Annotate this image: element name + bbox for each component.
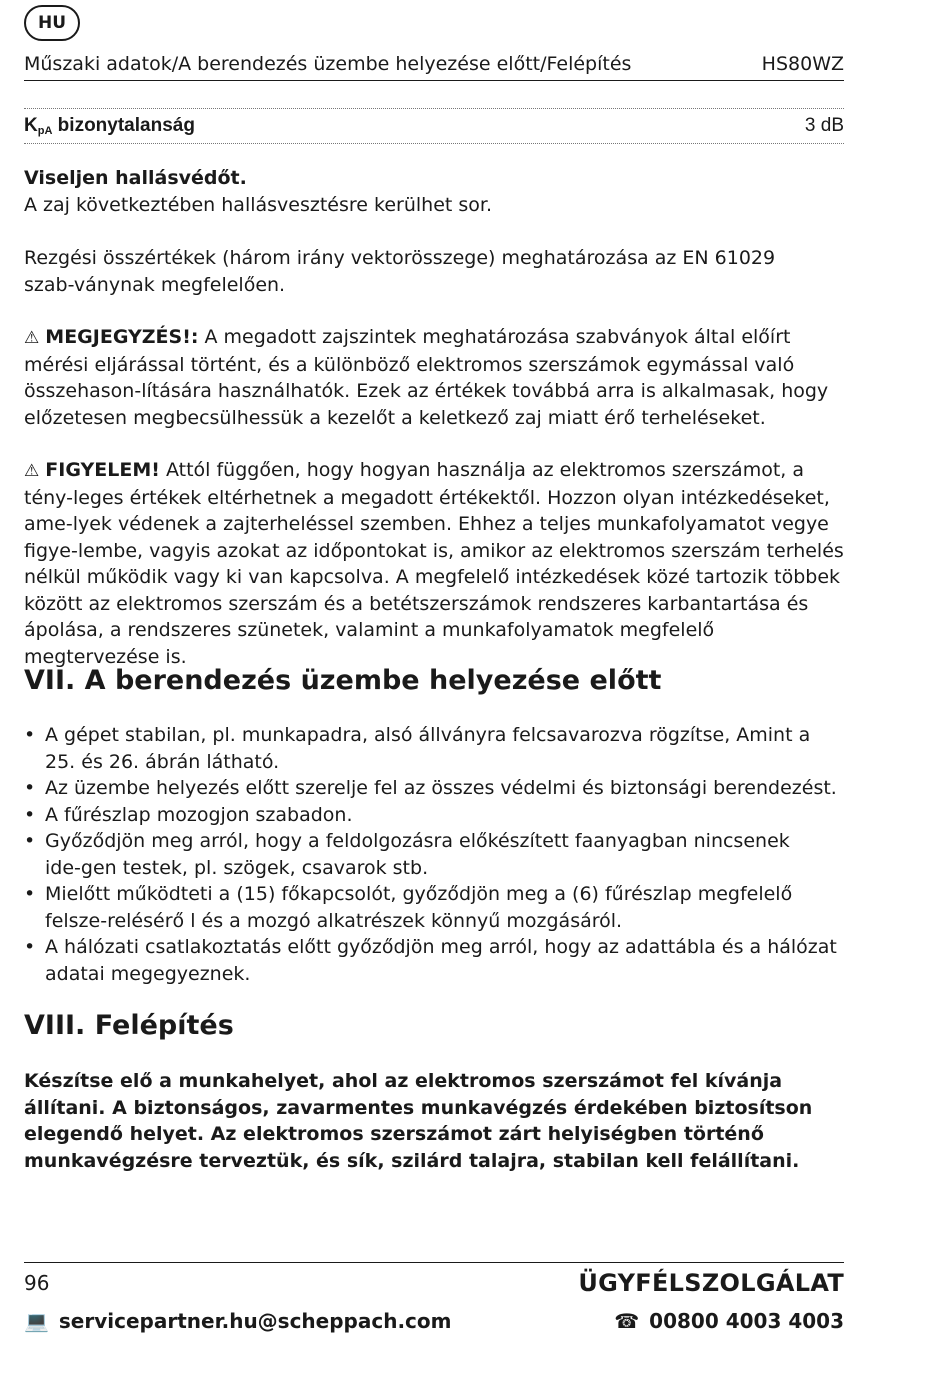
list-item: • Az üzembe helyezés előtt szerelje fel az összes védelmi és biztonsági berendezést. [24, 775, 846, 802]
email-text[interactable]: servicepartner.hu@scheppach.com [58, 1309, 452, 1333]
vibration-text: Rezgési összértékek (három irány vektorösszege) meghatározása az EN 61029 szab-ványnak megfelelően. [24, 247, 776, 296]
section-7-list [24, 722, 846, 987]
page-number: 96 [24, 1271, 50, 1295]
note-label: MEGJEGYZÉS!: [45, 326, 199, 348]
footer-divider [24, 1262, 844, 1263]
hearing-text: A zaj következtében hallásvesztésre kerülhet sor. [24, 193, 493, 216]
attention-text: Attól függően, hogy hogyan használja az elektromos szerszámot, a tény-leges értékek eltérhetnek a megadott értékektől. Hozzon olyan intézkedéseket, ame-lyek védenek a zajterheléssel szemben. Ehhez a teljes munkafolyamatot vegye figye-lembe, vagyis azokat az időpontokat is, amikor az elektromos szerszám terhelés nélkül működik vagy ki van kapcsolva. A megfelelő intézkedések közé tartozik többek között az elektromos szerszám és a betétszerszámok rendszeres karbantartása és ápolása, a rendszeres szünetek, valamint a munkafolyamatok megfelelő megtervezése is. [24, 459, 844, 668]
service-title: ÜGYFÉLSZOLGÁLAT [578, 1269, 844, 1297]
list-item: • Győződjön meg arról, hogy a feldolgozásra előkészített faanyagban nincsenek ide-gen testek, pl. szögek, csavarok stb. [24, 828, 815, 881]
note-paragraph [24, 324, 846, 431]
list-item: • A gépet stabilan, pl. munkapadra, alsó állványra felcsavarozva rögzítse, Amint a 25. és 26. ábrán látható. [24, 722, 846, 775]
breadcrumb: Műszaki adatok/A berendezés üzembe helyezése előtt/Felépítés [24, 53, 632, 75]
list-item: • Mielőtt működteti a (15) főkapcsolót, győződjön meg a (6) fűrészlap megfelelő felsze-relésérő l és a mozgó alkatrészek könnyű mozgásáról. [24, 881, 835, 934]
section-8-text: Készítse elő a munkahelyet, ahol az elektromos szerszámot fel kívánja állítani. A biztonságos, zavarmentes munkavégzés érdekében biztosítson elegendő helyet. Az elektromos szerszámot zárt helyiségben történő munkavégzésre terveztük, és sík, szilárd talajra, stabilan kell felállítani. [24, 1070, 813, 1172]
warning-icon: ⚠ [24, 328, 40, 348]
phone-icon: ☎ [614, 1309, 640, 1333]
section-8-title: VIII. Felépítés [24, 1010, 234, 1041]
spec-label: $K_{pA}$ bizonytalanság [24, 115, 195, 137]
computer-icon: 💻 [24, 1309, 49, 1333]
header-divider [24, 80, 844, 81]
spec-bottom-divider [24, 143, 844, 144]
hearing-bold: Viseljen hallásvédőt. [24, 167, 247, 189]
spec-value: 3 dB [804, 115, 844, 136]
list-item: • A hálózati csatlakoztatás előtt győződjön meg arról, hogy az adattábla és a hálózat adatai megegyeznek. [24, 934, 846, 987]
note-text: A megadott zajszintek meghatározása szabványok által előírt mérési eljárással történt, és a különböző elektromos szerszámok egymással való összehason-lítására használhatók. Ezek az értékek továbbá arra is alkalmasak, hogy előzetesen megbecsülhessük a kezelőt a keletkező zaj miatt érő terheléseket. [24, 326, 829, 429]
phone-text[interactable]: 00800 4003 4003 [649, 1309, 844, 1333]
attention-label: FIGYELEM! [45, 459, 160, 481]
hearing-warning [24, 165, 846, 218]
service-email[interactable] [24, 1307, 452, 1335]
language-badge: HU [24, 5, 80, 41]
spec-top-divider [24, 108, 844, 109]
list-item: • A fűrészlap mozogjon szabadon. [24, 802, 846, 829]
attention-paragraph [24, 457, 846, 670]
model-number: HS80WZ [761, 53, 844, 75]
warning-icon: ⚠ [24, 461, 40, 481]
section-7-title: VII. A berendezés üzembe helyezése előtt [24, 665, 662, 696]
service-phone[interactable] [614, 1307, 844, 1335]
